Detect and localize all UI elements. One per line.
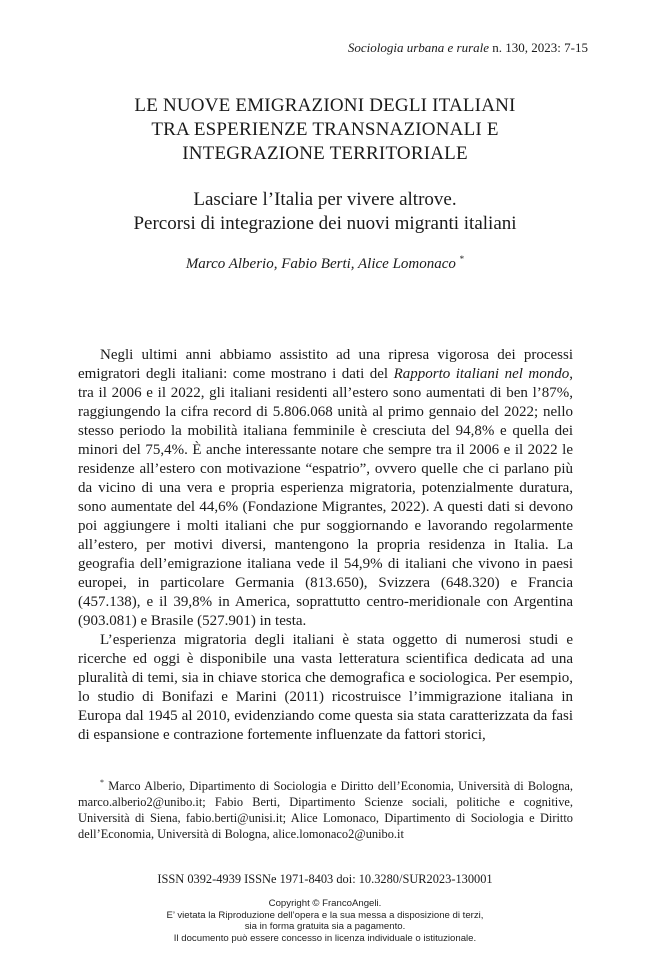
copyright-notice (0, 898, 650, 944)
authors-line (60, 254, 590, 273)
article-subtitle (60, 188, 590, 236)
author-footnote-marker: * (459, 254, 465, 264)
copyright-line-1: Copyright © FrancoAngeli. (268, 898, 382, 909)
issn-doi-line: ISSN 0392-4939 ISSNe 1971-8403 doi: 10.3280/SUR2023-130001 (157, 872, 493, 886)
subtitle-line-1: Lasciare l’Italia per vivere altrove. (193, 189, 457, 210)
subtitle-line-2: Percorsi di integrazione dei nuovi migranti italiani (133, 213, 517, 234)
copyright-line-2: E’ vietata la Riproduzione dell’opera e la sua messa a disposizione di terzi, (166, 909, 484, 921)
footnote-marker: * (100, 778, 104, 787)
title-line-1: LE NUOVE EMIGRAZIONI DEGLI ITALIANI (134, 95, 516, 116)
article-title (60, 94, 590, 166)
copyright-line-4: Il documento può essere concesso in licenza individuale o istituzionale. (173, 932, 477, 944)
footnote (78, 775, 573, 842)
paragraph-1-end: , tra il 2006 e il 2022, gli italiani residenti all’estero sono aumentati di ben l’87%, raggiungendo la cifra record di 5.806.068 unità al primo gennaio del 2022; nello stesso periodo la mobilità italiana femminile è cresciuta del 94,8% e quella dei minori del 75,4%. È anche interessante notare che sempre tra il 2006 e il 2022 le residenze all’estero con motivazione “espatrio”, ovvero quelle che ci parlano più da vicino di una vera e propria esperienza migratoria, potenzialmente duratura, sono aumentate del 44,6% (Fondazione Migrantes, 2022). A questi dati si devono poi aggiungere i molti italiani che pur soggiornando e lavorando regolarmente all’estero, per motivi diversi, mantengono la propria residenza in Italia. La geografia dell’emigrazione italiana vede il 54,9% di italiani che vivono in paesi europei, in particolare Germania (813.650), Svizzera (648.320) e Francia (457.138), e il 39,8% in America, soprattutto centro-meridionale con Argentina (903.081) e Brasile (527.901) in testa. (78, 366, 573, 629)
running-head (348, 40, 588, 56)
authors-names: Marco Alberio, Fabio Berti, Alice Lomonaco (185, 256, 456, 272)
copyright-line-3: sia in forma gratuita sia a pagamento. (244, 921, 406, 932)
body-text (78, 346, 573, 745)
title-line-3: INTEGRAZIONE TERRITORIALE (182, 143, 468, 164)
journal-issue: n. 130, 2023: 7-15 (489, 40, 588, 55)
journal-name: Sociologia urbana e rurale (347, 40, 490, 55)
paragraph-1 (78, 346, 573, 631)
footnote-text: Marco Alberio, Dipartimento di Sociologia e Diritto dell’Economia, Università di Bologna, marco.alberio2@unibo.it; Fabio Berti, Dipartimento Scienze sociali, politiche e cognitive, Università di Siena, fabio.berti@unisi.it; Alice Lomonaco, Dipartimento di Sociologia e Diritto dell’Economia, Università di Bologna, alice.lomonaco2@unibo.it (78, 779, 573, 842)
report-title: Rapporto italiani nel mondo (393, 366, 570, 382)
paragraph-2: L’esperienza migratoria degli italiani è stata oggetto di numerosi studi e ricerche ed oggi è disponibile una vasta letteratura scientifica dedicata ad una pluralità di temi, sia in chiave storica che demografica e sociologica. Per esempio, lo studio di Bonifazi e Marini (2011) ricostruisce l’immigrazione italiana in Europa dal 1945 al 2010, evidenziando come questa sia stata caratterizzata da fasi di espansione e contrazione fortemente influenzate da fattori storici, (78, 632, 573, 743)
paragraph-1-start: Negli ultimi anni abbiamo assistito ad una ripresa vigorosa dei processi emigratori degli italiani: come mostrano i dati del (78, 347, 573, 382)
title-line-2: TRA ESPERIENZE TRANSNAZIONALI E (151, 119, 499, 140)
